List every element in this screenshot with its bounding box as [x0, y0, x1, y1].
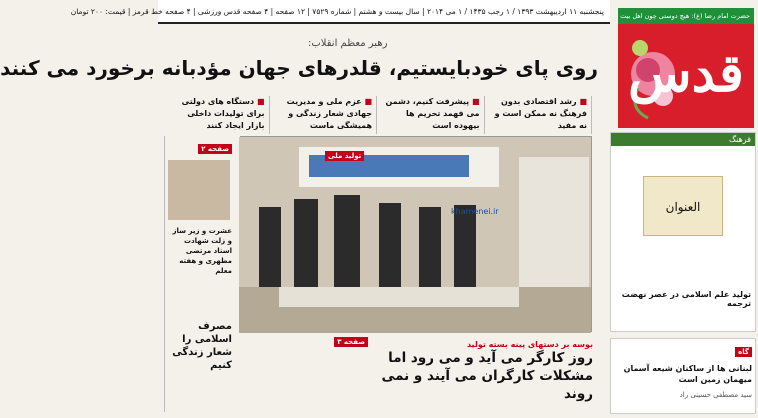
sidebar-portrait — [168, 160, 230, 220]
lead-headline[interactable]: روی پای خودبایستیم، قلدرهای جهان مؤدبانه برخورد می کنند — [0, 56, 598, 80]
culture-headline[interactable]: تولید علم اسلامی در عصر نهضت ترجمه — [621, 290, 751, 308]
sidebar-bottom-text[interactable]: مصرف اسلامی را شعار زندگی کنیم — [172, 321, 232, 371]
sidebar-page-tag: صفحه ۲ — [198, 144, 232, 154]
bullet-icon: ■ — [254, 97, 265, 106]
story-3[interactable]: ■ عزم ملی و مدیریت جهادی شعار زندگی و همیشگی ماست — [276, 96, 378, 134]
story-1[interactable]: ■ رشد اقتصادی بدون فرهنگ نه ممکن است و نه مفید — [491, 96, 593, 134]
culture-header: فرهنگ — [611, 133, 755, 146]
dateline: پنجشنبه ۱۱ اردیبهشت ۱۳۹۳ / ۱ رجب ۱۴۳۵ / ۱ می ۲۰۱۴ | سال بیست و هشتم | شماره ۷۵۲۹ | ۱۲ صفحه | ۴ صفحه قدس ورزشی | ۴ صفحه خط قرمز | قیمت: ۲۰۰ تومان — [158, 0, 610, 24]
masthead-title: قدس — [628, 43, 744, 104]
left-sidebar — [164, 136, 234, 412]
photo-banner: تولید ملی — [325, 151, 364, 161]
lead-photo[interactable] — [240, 136, 592, 332]
bottom-right-title: لبنانی ها از ساکنان شیعه آسمان میهمان زمین است — [623, 364, 752, 384]
bullet-icon: ■ — [576, 97, 587, 106]
bottom-right-tag: گاه — [735, 347, 752, 357]
photo-watermark: khamenei.ir — [451, 207, 499, 216]
bottom-right-author: سید مصطفی حسینی راد — [679, 391, 752, 399]
labor-headline: روز کارگر می آید و می رود اما مشکلات کارگران می آیند و نمی روند — [381, 350, 593, 402]
bullet-icon: ■ — [469, 97, 480, 106]
book-cover: العنوان — [643, 176, 723, 236]
bottom-left-column — [240, 338, 368, 414]
lead-kicker: رهبر معظم انقلاب: — [308, 38, 388, 49]
sidebar-middle-text[interactable]: عشرت و زیر ساز و زلت شهادت استاد مرتضی مطهری و هفته معلم — [172, 227, 232, 275]
caption-page-tag: صفحه ۳ — [334, 337, 368, 347]
masthead-strip: حضرت امام رضا (ع): هیچ دوستی چون اهل بیت — [618, 8, 754, 24]
culture-panel[interactable] — [610, 132, 756, 332]
labor-kicker: بوسه بر دستهای پینه بسته تولید — [466, 340, 593, 349]
story-4[interactable]: ■ دستگاه های دولتی برای تولیدات داخلی بازار ایجاد کنند — [168, 96, 270, 134]
bullet-icon: ■ — [361, 97, 372, 106]
labor-day-story[interactable] — [373, 340, 593, 403]
photo-scene — [239, 137, 591, 333]
story-2[interactable]: ■ پیشرفت کنیم، دشمن می فهمد تحریم ها بیهوده است — [383, 96, 485, 134]
lead-substories — [168, 96, 592, 134]
bottom-right-box[interactable] — [610, 338, 756, 414]
